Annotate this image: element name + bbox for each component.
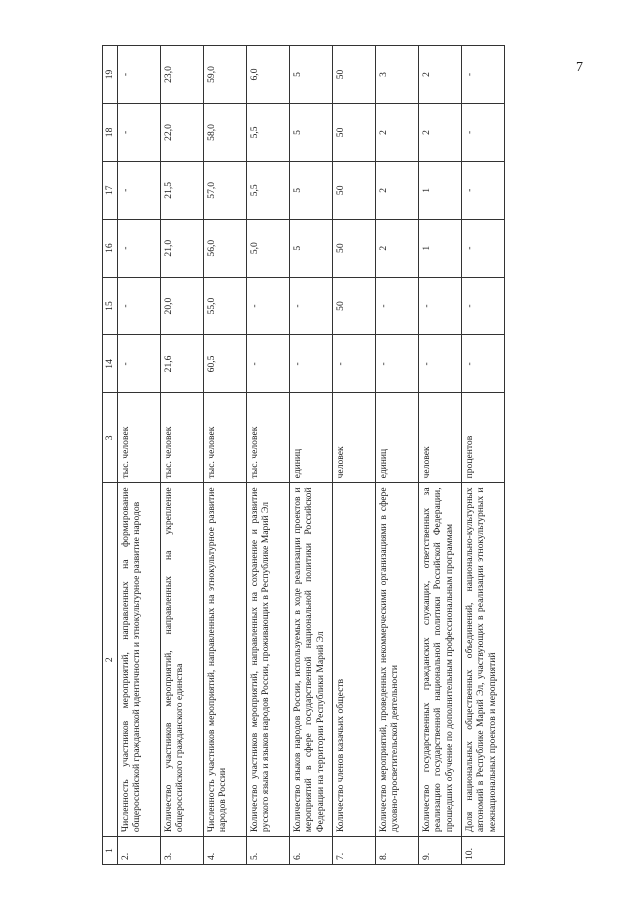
unit-cell: человек xyxy=(419,393,462,483)
value-cell: - xyxy=(462,277,505,335)
header-cell: 16 xyxy=(103,219,118,277)
header-cell: 15 xyxy=(103,277,118,335)
value-cell: - xyxy=(462,335,505,393)
value-cell: 5,5 xyxy=(247,103,290,161)
value-cell: 2 xyxy=(376,103,419,161)
row-number: 6. xyxy=(290,837,333,865)
indicators-table xyxy=(102,45,505,865)
unit-cell: единиц xyxy=(290,393,333,483)
table-row xyxy=(204,46,247,865)
row-number: 5. xyxy=(247,837,290,865)
value-cell: 2 xyxy=(376,219,419,277)
indicator-name: Количество языков народов России, используемых в ходе реализации проектов и мероприятий в сфере государственной национальной политики Российской Федерации на территории Республики Марий Эл xyxy=(290,483,333,837)
value-cell: - xyxy=(376,277,419,335)
page-number: 7 xyxy=(576,60,583,75)
value-cell: - xyxy=(118,103,161,161)
value-cell: 3 xyxy=(376,46,419,104)
value-cell: 1 xyxy=(419,219,462,277)
value-cell: 5 xyxy=(290,161,333,219)
table-row xyxy=(419,46,462,865)
value-cell: - xyxy=(376,335,419,393)
value-cell: 50 xyxy=(333,46,376,104)
table-header-row xyxy=(103,46,118,865)
value-cell: 2 xyxy=(376,161,419,219)
value-cell: 50 xyxy=(333,219,376,277)
value-cell: 50 xyxy=(333,161,376,219)
value-cell: 21,5 xyxy=(161,161,204,219)
header-cell: 17 xyxy=(103,161,118,219)
value-cell: 20,0 xyxy=(161,277,204,335)
value-cell: - xyxy=(333,335,376,393)
value-cell: 60,5 xyxy=(204,335,247,393)
value-cell: - xyxy=(247,277,290,335)
value-cell: 5,5 xyxy=(247,161,290,219)
value-cell: 5,0 xyxy=(247,219,290,277)
header-cell: 14 xyxy=(103,335,118,393)
row-number: 2. xyxy=(118,837,161,865)
indicator-name: Численность участников мероприятий, направленных на этнокультурное развитие народов России xyxy=(204,483,247,837)
value-cell: - xyxy=(118,277,161,335)
value-cell: - xyxy=(462,161,505,219)
indicator-name: Количество членов казачьих обществ xyxy=(333,483,376,837)
indicator-name: Доля национальных общественных объединений, национально-культурных автономий в Республике Марий Эл, участвующих в реализации этнокультурных и межнациональных проектов и мероприятий xyxy=(462,483,505,837)
value-cell: - xyxy=(247,335,290,393)
table-row xyxy=(118,46,161,865)
value-cell: - xyxy=(462,46,505,104)
header-cell: 18 xyxy=(103,103,118,161)
value-cell: 21,6 xyxy=(161,335,204,393)
unit-cell: единиц xyxy=(376,393,419,483)
value-cell: - xyxy=(118,161,161,219)
value-cell: - xyxy=(290,335,333,393)
header-cell: 3 xyxy=(103,393,118,483)
value-cell: 2 xyxy=(419,46,462,104)
indicator-name: Количество государственных гражданских служащих, ответственных за реализацию государственной национальной политики Российской Федерации, прошедших обучение по дополнительным профессиональным программам xyxy=(419,483,462,837)
value-cell: - xyxy=(118,46,161,104)
row-number: 9. xyxy=(419,837,462,865)
value-cell: 22,0 xyxy=(161,103,204,161)
table-row xyxy=(333,46,376,865)
row-number: 4. xyxy=(204,837,247,865)
value-cell: 59,0 xyxy=(204,46,247,104)
value-cell: 2 xyxy=(419,103,462,161)
value-cell: 5 xyxy=(290,103,333,161)
value-cell: - xyxy=(118,335,161,393)
unit-cell: тыс. человек xyxy=(118,393,161,483)
value-cell: 5 xyxy=(290,46,333,104)
row-number: 10. xyxy=(462,837,505,865)
unit-cell: человек xyxy=(333,393,376,483)
rotated-table-container xyxy=(102,45,622,865)
value-cell: - xyxy=(419,277,462,335)
indicator-name: Численность участников мероприятий, направленных на формирование общероссийской гражданской идентичности и этнокультурное развитие народов xyxy=(118,483,161,837)
value-cell: 58,0 xyxy=(204,103,247,161)
table-row xyxy=(161,46,204,865)
row-number: 8. xyxy=(376,837,419,865)
value-cell: 21,0 xyxy=(161,219,204,277)
row-number: 7. xyxy=(333,837,376,865)
unit-cell: тыс. человек xyxy=(247,393,290,483)
value-cell: 1 xyxy=(419,161,462,219)
header-cell: 2 xyxy=(103,483,118,837)
value-cell: - xyxy=(462,103,505,161)
table-row xyxy=(376,46,419,865)
indicator-name: Количество участников мероприятий, направленных на сохранение и развитие русского языка и языков народов России, проживающих в Республике Марий Эл xyxy=(247,483,290,837)
value-cell: - xyxy=(118,219,161,277)
value-cell: - xyxy=(419,335,462,393)
value-cell: 56,0 xyxy=(204,219,247,277)
value-cell: - xyxy=(290,277,333,335)
value-cell: 50 xyxy=(333,277,376,335)
value-cell: 23,0 xyxy=(161,46,204,104)
value-cell: 55,0 xyxy=(204,277,247,335)
row-number: 3. xyxy=(161,837,204,865)
unit-cell: тыс. человек xyxy=(161,393,204,483)
indicator-name: Количество участников мероприятий, направленных на укрепление общероссийского гражданского единства xyxy=(161,483,204,837)
header-cell: 1 xyxy=(103,837,118,865)
table-row xyxy=(290,46,333,865)
value-cell: 50 xyxy=(333,103,376,161)
value-cell: 5 xyxy=(290,219,333,277)
table-row xyxy=(247,46,290,865)
header-cell: 19 xyxy=(103,46,118,104)
unit-cell: процентов xyxy=(462,393,505,483)
table-row xyxy=(462,46,505,865)
value-cell: 57,0 xyxy=(204,161,247,219)
value-cell: 6,0 xyxy=(247,46,290,104)
unit-cell: тыс. человек xyxy=(204,393,247,483)
value-cell: - xyxy=(462,219,505,277)
indicator-name: Количество мероприятий, проведенных некоммерческими организациями в сфере духовно-просветительской деятельности xyxy=(376,483,419,837)
